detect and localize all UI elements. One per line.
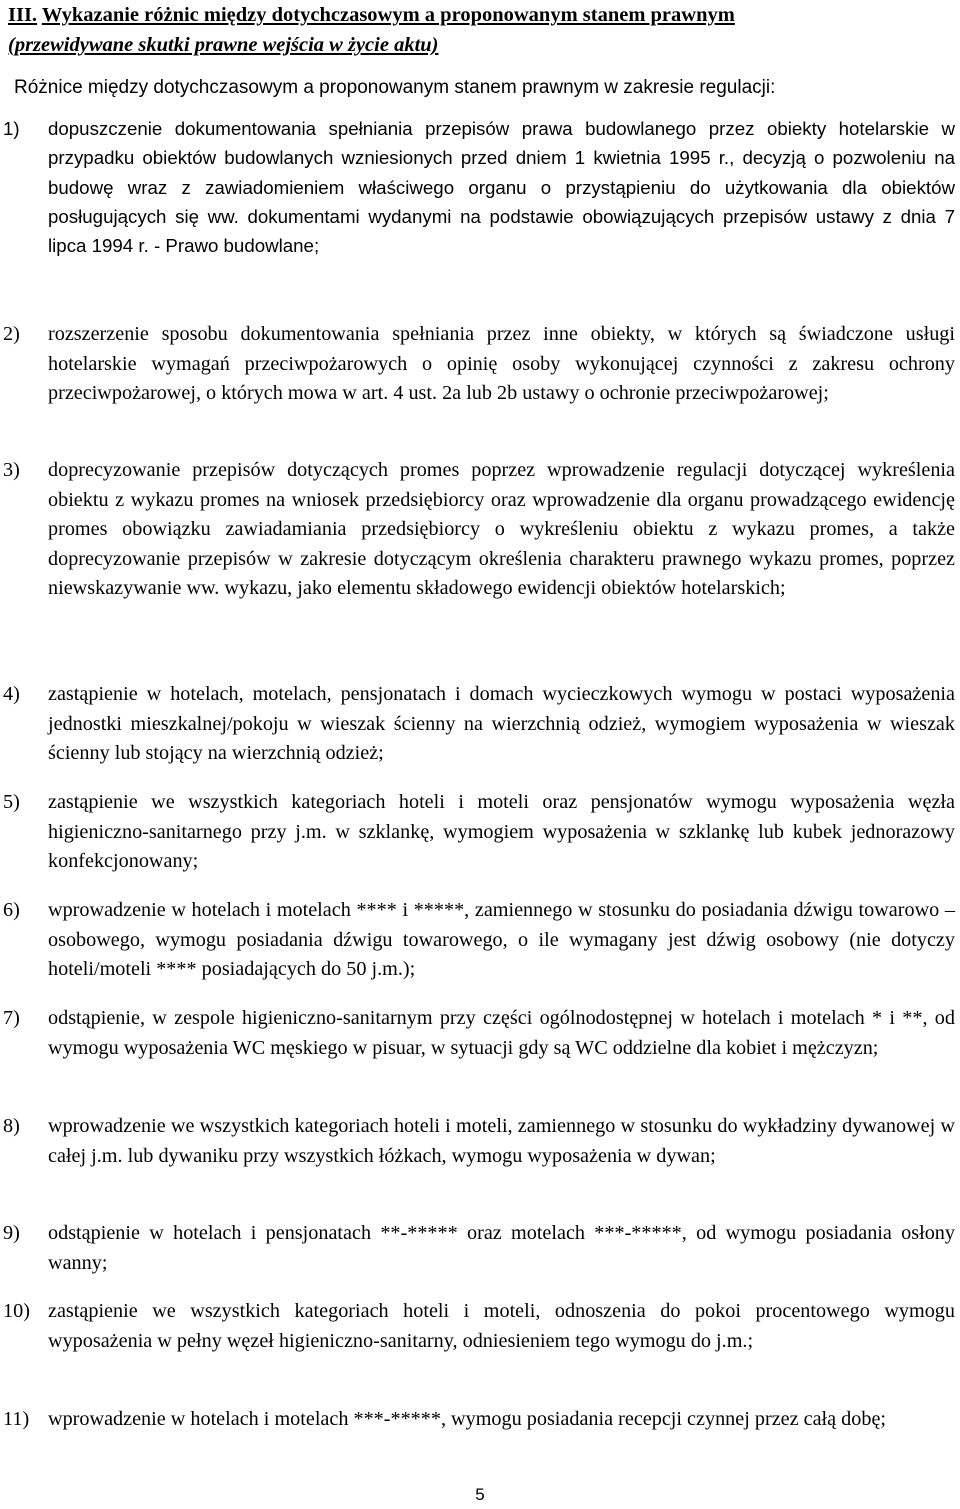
list-item-marker: 2) (3, 323, 20, 345)
list-item-marker: 5) (3, 791, 20, 813)
list-item-text: rozszerzenie sposobu dokumentowania spełniania przez inne obiekty, w których są świadczone usługi hotelarskie wymagań przeciwpożarowych o opinię osoby wykonującej czynności z zakresu ochrony przeciwpożarowej, o których mowa w art. 4 ust. 2a lub 2b ustawy o ochronie przeciwpożarowej; (48, 323, 955, 404)
differences-intro: Różnice między dotychczasowym a proponowanym stanem prawnym w zakresie regulacji: (14, 77, 776, 98)
list-item-marker: 10) (3, 1300, 30, 1322)
list-item-text: doprecyzowanie przepisów dotyczących promes poprzez wprowadzenie regulacji dotyczącej wykreślenia obiektu z wykazu promes na wniosek przedsiębiorcy oraz wprowadzenie dla organu prowadzącego ewidencję promes obowiązku zawiadamiania przedsiębiorcy o wykreśleniu obiektu z wykazu promes, a także doprecyzowanie przepisów w zakresie dotyczącym określenia charakteru prawnego wykazu promes, poprzez niewskazywanie ww. wykazu, jako elementu składowego ewidencji obiektów hotelarskich; (48, 459, 955, 599)
list-item-marker: 1) (3, 118, 20, 139)
list-item-marker: 3) (3, 459, 20, 481)
list-item-marker: 9) (3, 1222, 20, 1244)
page-number: 5 (475, 1485, 485, 1504)
list-item-text: wprowadzenie we wszystkich kategoriach hoteli i moteli, zamiennego w stosunku do wykładziny dywanowej w całej j.m. lub dywaniku przy wszystkich łóżkach, wymogu wyposażenia w dywan; (48, 1115, 955, 1167)
section-title: Wykazanie różnic między dotychczasowym a proponowanym stanem prawnym (41, 4, 735, 26)
section-number: III. (8, 4, 38, 26)
list-item-text: odstąpienie w hotelach i pensjonatach **-***** oraz motelach ***-*****, od wymogu posiadania osłony wanny; (48, 1222, 955, 1274)
list-item-text: zastąpienie w hotelach, motelach, pensjonatach i domach wycieczkowych wymogu w postaci wyposażenia jednostki mieszkalnej/pokoju w wieszak ścienny na wierzchnią odzież, wymogiem wyposażenia w wieszak ścienny lub stojący na wierzchnią odzież; (48, 683, 955, 764)
section-subtitle: (przewidywane skutki prawne wejścia w życie aktu) (8, 34, 439, 56)
list-item-marker: 11) (3, 1408, 30, 1430)
list-item-text: zastąpienie we wszystkich kategoriach hoteli i moteli oraz pensjonatów wymogu wyposażenia węzła higieniczno-sanitarnego przy j.m. w szklankę, wymogiem wyposażenia w szklankę lub kubek jednorazowy konfekcjonowany; (48, 791, 955, 872)
list-item-marker: 7) (3, 1007, 20, 1029)
section-heading (8, 0, 956, 60)
list-item-text: odstąpienie, w zespole higieniczno-sanitarnym przy części ogólnodostępnej w hotelach i motelach * i **, od wymogu wyposażenia WC męskiego w pisuar, w sytuacji gdy są WC oddzielne dla kobiet i mężczyzn; (48, 1007, 955, 1059)
list-item-marker: 8) (3, 1115, 20, 1137)
list-item-marker: 6) (3, 899, 20, 921)
list-item-text: wprowadzenie w hotelach i motelach ***-*****, wymogu posiadania recepcji czynnej przez całą dobę; (48, 1408, 887, 1430)
list-item-text: wprowadzenie w hotelach i motelach **** i *****, zamiennego w stosunku do posiadania dźwigu towarowo – osobowego, wymogu posiadania dźwigu towarowego, o ile wymagany jest dźwig osobowy (nie dotyczy hoteli/moteli **** posiadających do 50 j.m.); (48, 899, 955, 980)
list-item-text: zastąpienie we wszystkich kategoriach hoteli i moteli, odnoszenia do pokoi procentowego wymogu wyposażenia w pełny węzeł higieniczno-sanitarny, odniesieniem tego wymogu do j.m.; (48, 1300, 955, 1352)
list-item-text: dopuszczenie dokumentowania spełniania przepisów prawa budowlanego przez obiekty hotelarskie w przypadku obiektów budowlanych wzniesionych przed dniem 1 kwietnia 1995 r., decyzją o pozwoleniu na budowę wraz z zawiadomieniem właściwego organu o przystąpieniu do użytkowania dla obiektów posługujących się ww. dokumentami wydanymi na podstawie obowiązujących przepisów ustawy z dnia 7 lipca 1994 r. - Prawo budowlane; (48, 118, 955, 257)
list-item-marker: 4) (3, 683, 20, 705)
